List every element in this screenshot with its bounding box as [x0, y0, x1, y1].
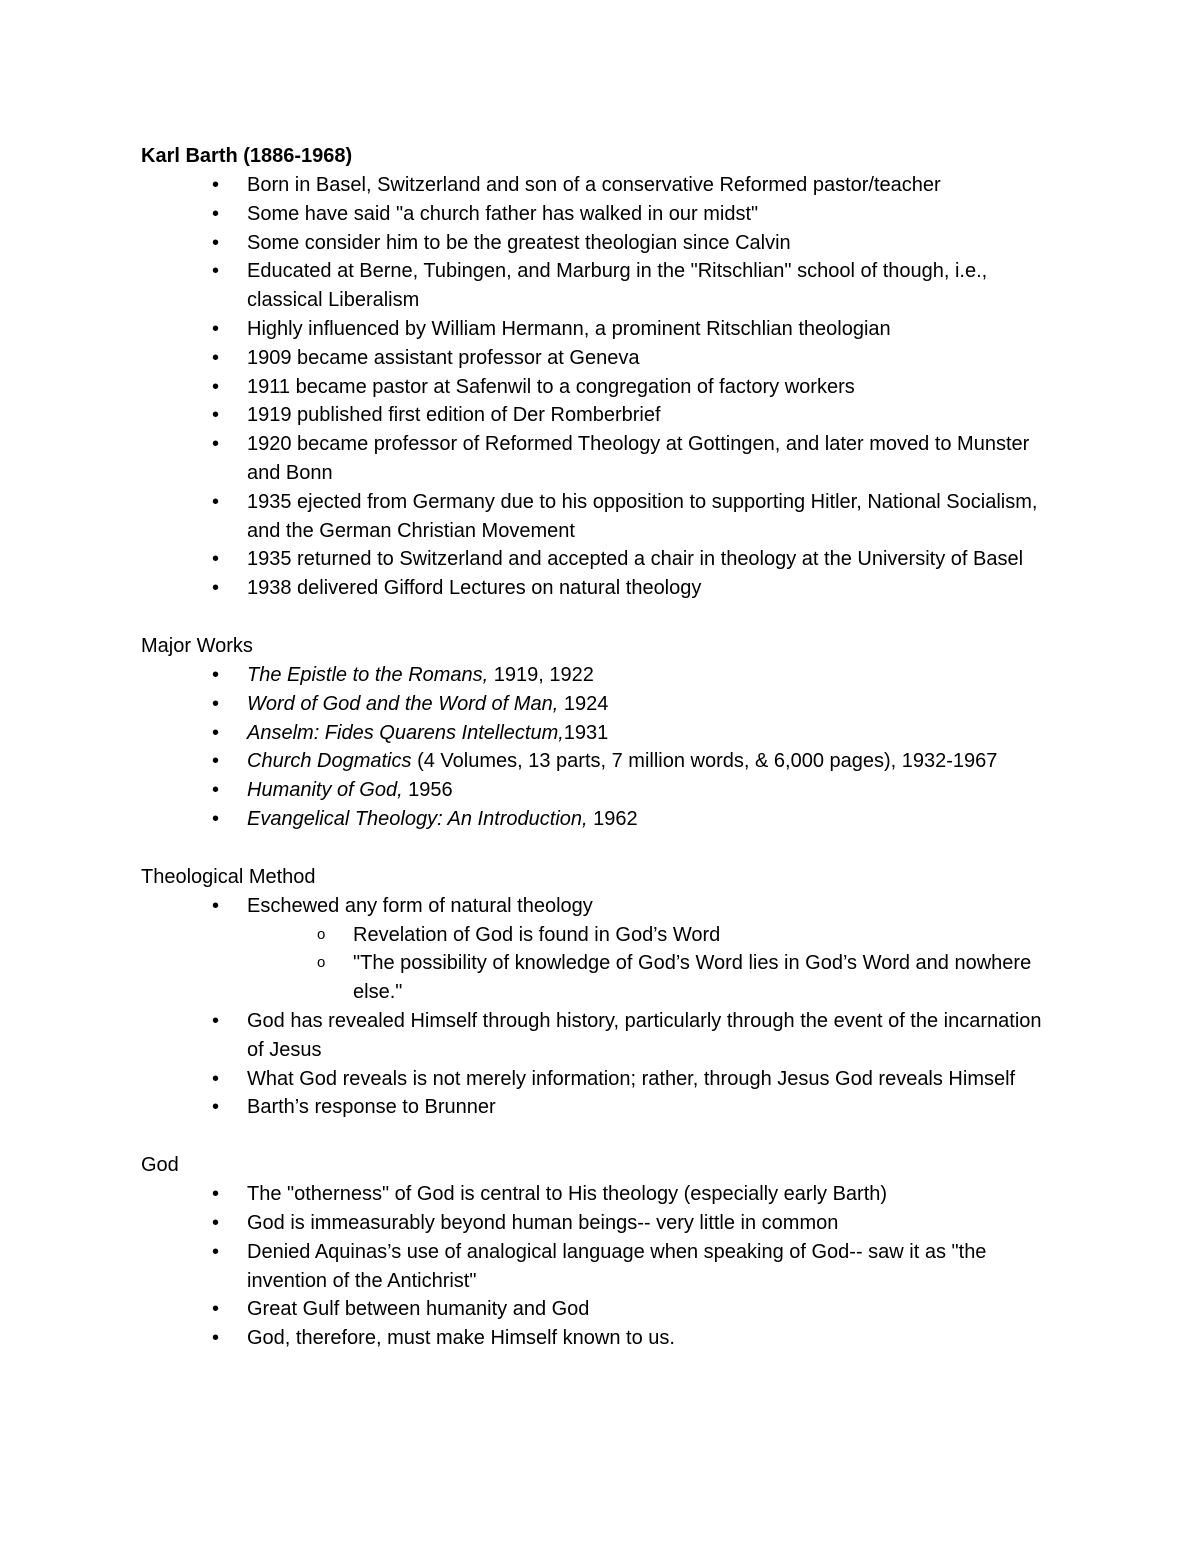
list-item: • Highly influenced by William Hermann, a prominent Ritschlian theologian — [141, 315, 1061, 344]
section-heading-bio: Karl Barth (1886-1968) — [141, 145, 353, 167]
list-item: • Eschewed any form of natural theology — [141, 892, 1061, 921]
work-title: Evangelical Theology: An Introduction, — [247, 807, 588, 830]
work-item — [141, 661, 1061, 690]
work-title: Anselm: Fides Quarens Intellectum, — [247, 721, 564, 744]
section-heading-works: Major Works — [141, 634, 253, 657]
work-detail: (4 Volumes, 13 parts, 7 million words, & 6,000 pages), 1932-1967 — [411, 750, 998, 773]
work-title: Word of God and the Word of Man, — [247, 692, 559, 715]
works-list — [141, 661, 1061, 834]
list-item: • Some have said "a church father has walked in our midst" — [141, 200, 1061, 229]
work-item — [141, 747, 1061, 776]
list-item: • Barth’s response to Brunner — [141, 1093, 1061, 1122]
list-item: • 1938 delivered Gifford Lectures on natural theology — [141, 574, 1061, 603]
list-item: • 1935 returned to Switzerland and accepted a chair in theology at the University of Basel — [141, 545, 1061, 574]
work-item — [141, 690, 1061, 719]
section-heading-method: Theological Method — [141, 865, 316, 888]
list-item: • Educated at Berne, Tubingen, and Marburg in the "Ritschlian" school of though, i.e., classical Liberalism — [141, 257, 1061, 315]
list-item: • God, therefore, must make Himself known to us. — [141, 1324, 1061, 1353]
section-spacer — [141, 603, 1061, 632]
sub-list-item: o "The possibility of knowledge of God’s Word lies in God’s Word and nowhere else." — [141, 949, 1061, 1007]
list-item: • 1920 became professor of Reformed Theology at Gottingen, and later moved to Munster and Bonn — [141, 430, 1061, 488]
list-item: • The "otherness" of God is central to His theology (especially early Barth) — [141, 1180, 1061, 1209]
section-heading-god: God — [141, 1154, 179, 1177]
section-spacer — [141, 834, 1061, 863]
list-item: • Great Gulf between humanity and God — [141, 1295, 1061, 1324]
work-detail: 1931 — [563, 721, 609, 744]
list-item: • 1909 became assistant professor at Geneva — [141, 344, 1061, 373]
work-item — [141, 805, 1061, 834]
list-item: • 1919 published first edition of Der Romberbrief — [141, 401, 1061, 430]
work-detail: 1956 — [402, 779, 453, 802]
section-spacer — [141, 1122, 1061, 1151]
work-item — [141, 719, 1061, 748]
list-item: • Some consider him to be the greatest theologian since Calvin — [141, 229, 1061, 258]
sub-list-item: o Revelation of God is found in God’s Word — [141, 921, 1061, 950]
work-title: Humanity of God, — [247, 779, 403, 802]
work-title: Church Dogmatics — [247, 750, 412, 773]
work-item — [141, 776, 1061, 805]
list-item: • 1911 became pastor at Safenwil to a congregation of factory workers — [141, 373, 1061, 402]
list-item: • What God reveals is not merely information; rather, through Jesus God reveals Himself — [141, 1065, 1061, 1094]
bio-list — [141, 171, 1061, 603]
work-title: The Epistle to the Romans, — [247, 663, 489, 686]
list-item: • 1935 ejected from Germany due to his opposition to supporting Hitler, National Socialism, and the German Christian Movement — [141, 488, 1061, 546]
work-detail: 1962 — [587, 807, 638, 830]
list-item: • Denied Aquinas’s use of analogical language when speaking of God-- saw it as "the invention of the Antichrist" — [141, 1238, 1061, 1296]
work-detail: 1919, 1922 — [488, 663, 594, 686]
god-list — [141, 1180, 1061, 1353]
method-list — [141, 892, 1061, 1122]
list-item: • Born in Basel, Switzerland and son of a conservative Reformed pastor/teacher — [141, 171, 1061, 200]
list-item: • God is immeasurably beyond human beings-- very little in common — [141, 1209, 1061, 1238]
work-detail: 1924 — [558, 692, 609, 715]
list-item: • God has revealed Himself through history, particularly through the event of the incarnation of Jesus — [141, 1007, 1061, 1065]
document-body — [141, 142, 1061, 1353]
